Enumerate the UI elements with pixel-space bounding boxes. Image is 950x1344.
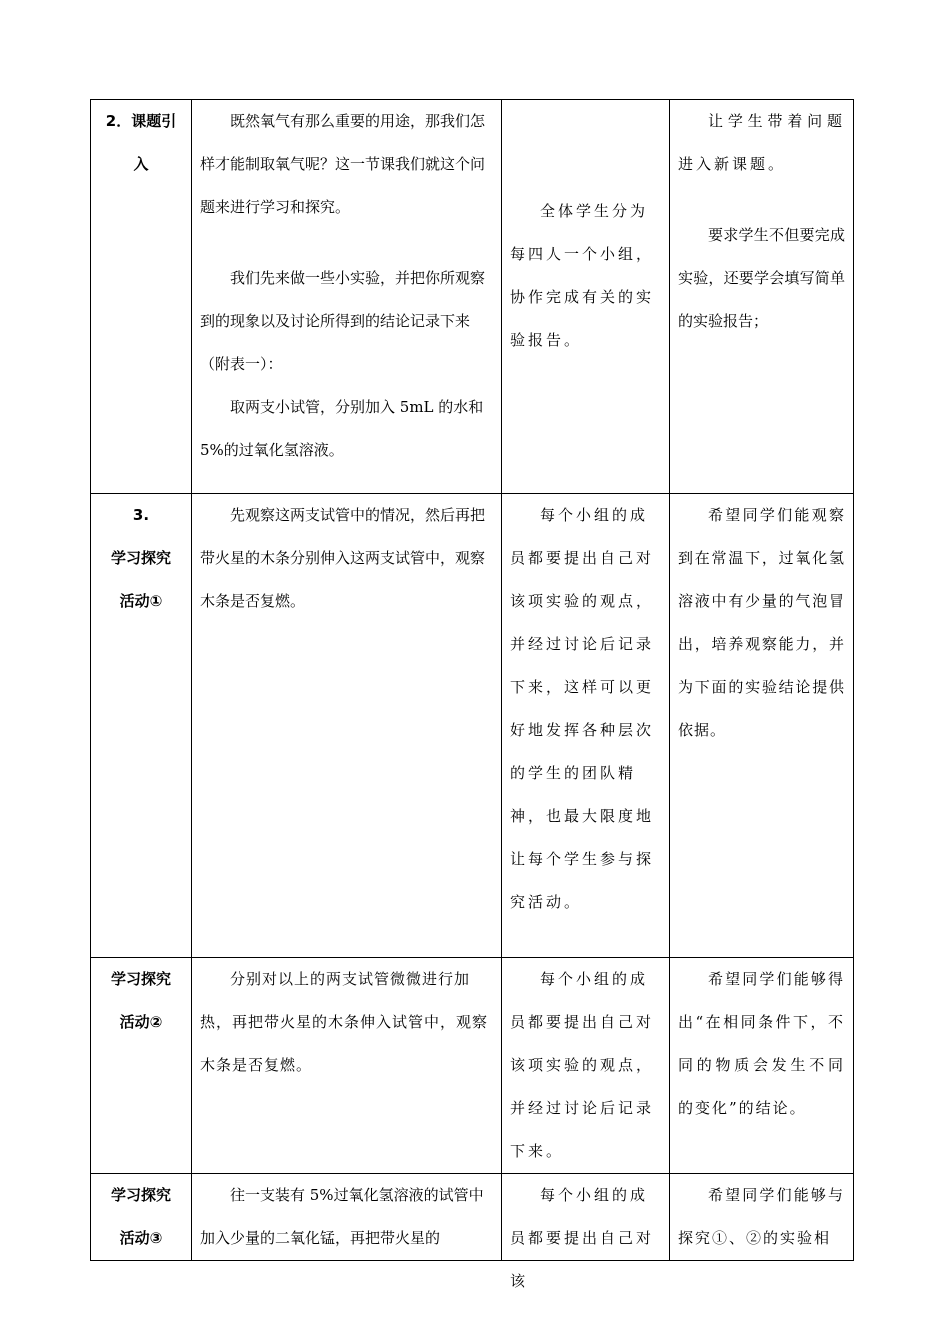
intent-paragraph: 要求学生不但要完成实验，还要学会填写简单的实验报告；: [678, 226, 845, 330]
design-intent-cell: [670, 1174, 854, 1261]
intent-paragraph: 希望同学们能够得出“在相同条件下，不同的物质会发生不同的变化”的结论。: [678, 970, 845, 1117]
table-row: [91, 958, 854, 1174]
table-row: [91, 1174, 854, 1261]
student-activity-cell: [502, 494, 670, 958]
stage-label: 学习探究: [110, 1186, 171, 1204]
stage-cell: [91, 1174, 192, 1261]
table-row: [91, 494, 854, 958]
stage-label: 学习探究: [110, 549, 171, 567]
intent-paragraph: 希望同学们能观察到在常温下，过氧化氢溶液中有少量的气泡冒出，培养观察能力，并为下面的实验结论提供依据。: [678, 506, 845, 739]
teacher-paragraph: 取两支小试管，分别加入 5mL 的水和 5%的过氧化氢溶液。: [200, 398, 484, 459]
intent-paragraph: 希望同学们能够与探究①、②的实验相: [678, 1186, 845, 1247]
teacher-paragraph: 往一支装有 5%过氧化氢溶液的试管中加入少量的二氧化锰，再把带火星的: [200, 1186, 484, 1247]
lesson-plan-table: [90, 99, 854, 1290]
stage-label: 活动②: [119, 1013, 163, 1031]
stage-label: 活动③: [119, 1229, 163, 1247]
design-intent-cell: [670, 958, 854, 1174]
stage-cell: [91, 958, 192, 1174]
stage-label: 3.: [132, 506, 150, 524]
stage-cell: [91, 494, 192, 958]
teacher-activity-cell: [192, 494, 502, 958]
student-activity-cell: [502, 100, 670, 494]
design-intent-cell: [670, 100, 854, 494]
teacher-activity-cell: [192, 100, 502, 494]
stage-cell: [91, 100, 192, 494]
teacher-activity-cell: [192, 1174, 502, 1261]
teacher-paragraph: 我们先来做一些小实验，并把你所观察到的现象以及讨论所得到的结论记录下来（附表一）：: [200, 269, 486, 373]
teacher-paragraph: 先观察这两支试管中的情况，然后再把带火星的木条分别伸入这两支试管中，观察木条是否复燃。: [200, 506, 486, 610]
student-activity-cell: [502, 958, 670, 1174]
design-intent-cell: [670, 494, 854, 958]
teacher-paragraph: 分别对以上的两支试管微微进行加热，再把带火星的木条伸入试管中，观察木条是否复燃。: [200, 970, 489, 1074]
intent-paragraph: 让学生带着问题进入新课题。: [678, 112, 845, 173]
teacher-activity-cell: [192, 958, 502, 1174]
stage-label: 学习探究: [110, 970, 171, 988]
student-paragraph: 每个小组的成员都要提出自己对该项实验的观点，并经过讨论后记录下来。: [510, 970, 655, 1160]
teacher-paragraph: 既然氧气有那么重要的用途，那我们怎样才能制取氧气呢？这一节课我们就这个问题来进行学习和探究。: [200, 112, 486, 216]
student-paragraph: 每个小组的成员都要提出自己对该: [510, 1186, 655, 1290]
stage-label: 2．课题引: [105, 112, 177, 130]
table-row: [91, 100, 854, 494]
stage-label: 活动①: [119, 592, 163, 610]
student-paragraph: 每个小组的成员都要提出自己对该项实验的观点，并经过讨论后记录下来，这样可以更好地发挥各种层次的学生的团队精神，也最大限度地让每个学生参与探究活动。: [510, 506, 655, 911]
student-activity-cell: [502, 1174, 670, 1290]
student-paragraph: 全体学生分为每四人一个小组，协作完成有关的实验报告。: [510, 202, 655, 349]
stage-label: 入: [133, 155, 149, 173]
